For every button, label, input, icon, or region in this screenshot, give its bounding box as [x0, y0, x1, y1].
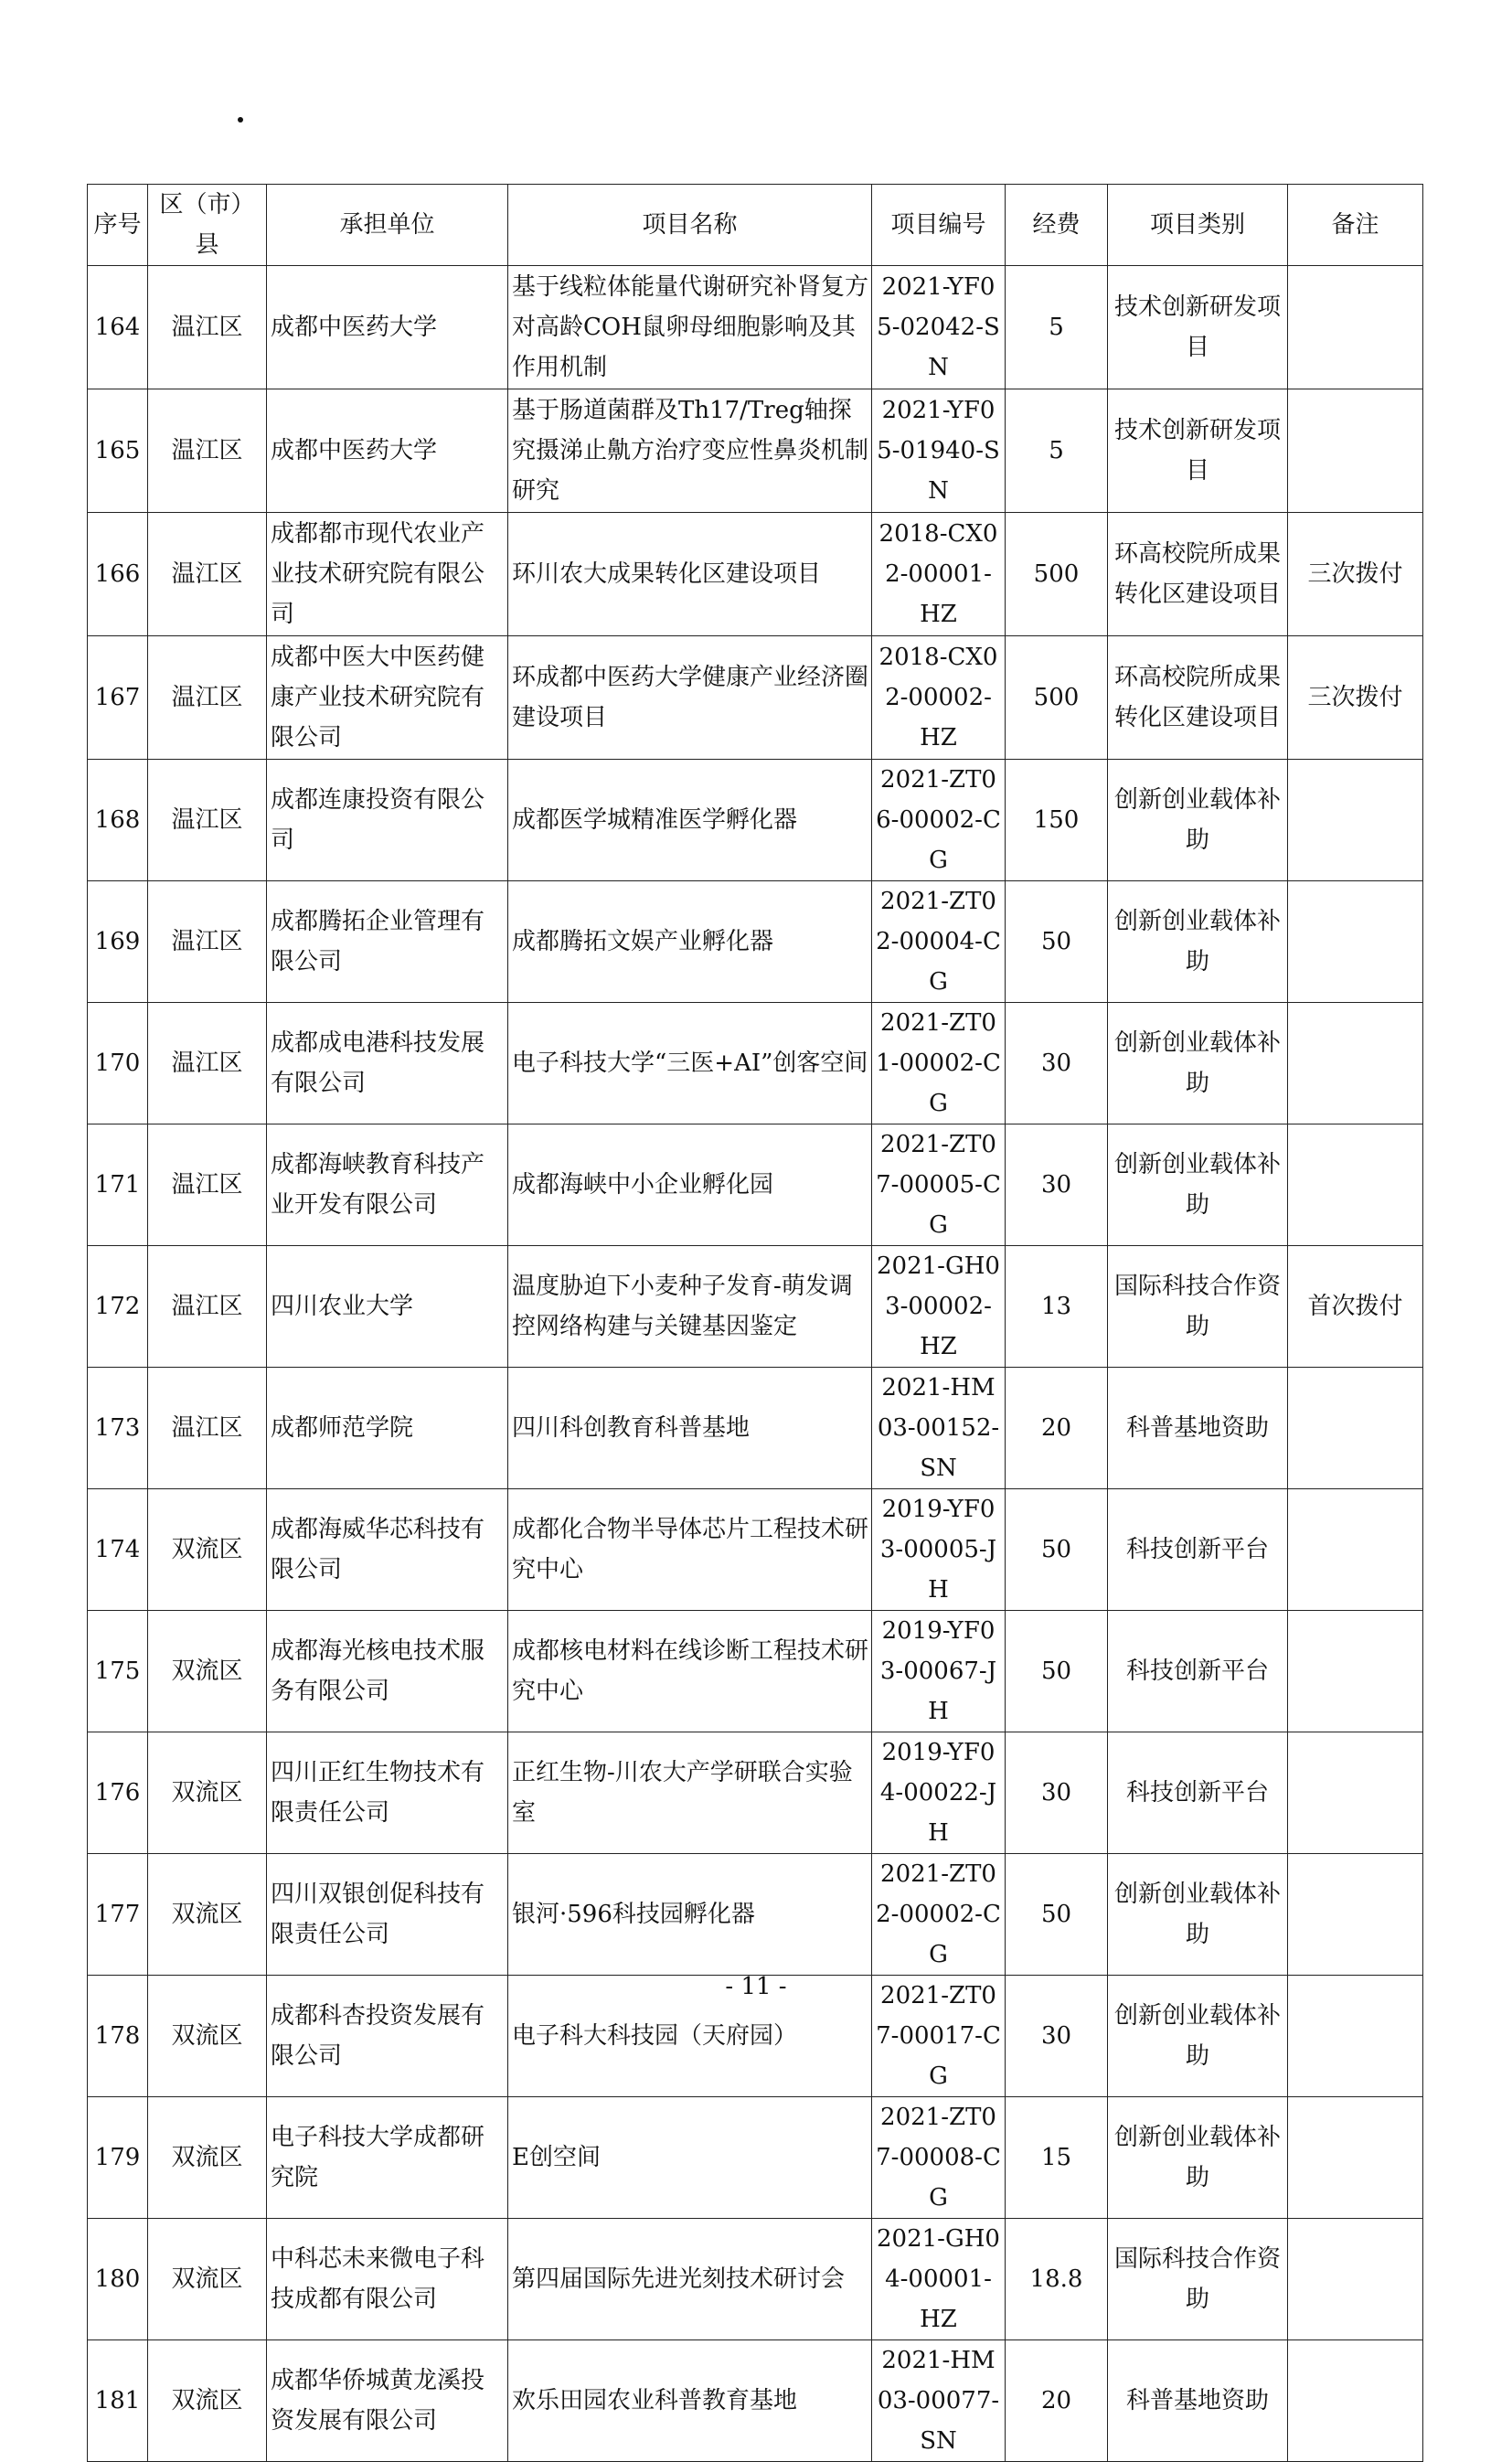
cell-name: 基于线粒体能量代谢研究补肾复方对高龄COH鼠卵母细胞影响及其作用机制 [508, 266, 872, 389]
cell-unit: 成都师范学院 [267, 1368, 508, 1489]
cell-unit: 电子科技大学成都研究院 [267, 2097, 508, 2219]
cell-unit: 四川农业大学 [267, 1246, 508, 1368]
table-body [88, 266, 1423, 2462]
cell-fund: 15 [1006, 2097, 1108, 2219]
project-table [87, 184, 1423, 2462]
cell-unit: 成都海峡教育科技产业开发有限公司 [267, 1124, 508, 1246]
cell-no: 165 [88, 389, 148, 513]
cell-name: E创空间 [508, 2097, 872, 2219]
cell-fund: 5 [1006, 266, 1108, 389]
cell-fund: 5 [1006, 389, 1108, 513]
cell-note [1288, 2097, 1423, 2219]
table-row [88, 2219, 1423, 2340]
table-row [88, 2340, 1423, 2462]
cell-code: 2019-YF04-00022-JH [872, 1732, 1006, 1854]
cell-unit: 成都都市现代农业产业技术研究院有限公司 [267, 513, 508, 636]
table-row [88, 760, 1423, 881]
header-cell: 项目名称 [508, 185, 872, 266]
table-row [88, 266, 1423, 389]
header-cell: 区（市）县 [148, 185, 267, 266]
cell-no: 179 [88, 2097, 148, 2219]
cell-fund: 50 [1006, 1854, 1108, 1976]
cell-category: 创新创业载体补助 [1108, 1003, 1288, 1124]
cell-unit: 中科芯未来微电子科技成都有限公司 [267, 2219, 508, 2340]
cell-fund: 500 [1006, 513, 1108, 636]
cell-note [1288, 1611, 1423, 1732]
table-row [88, 1732, 1423, 1854]
cell-fund: 50 [1006, 881, 1108, 1003]
cell-district: 温江区 [148, 1368, 267, 1489]
table-row [88, 1246, 1423, 1368]
cell-category: 创新创业载体补助 [1108, 1124, 1288, 1246]
cell-category: 创新创业载体补助 [1108, 1976, 1288, 2097]
cell-name: 成都化合物半导体芯片工程技术研究中心 [508, 1489, 872, 1611]
table-row [88, 389, 1423, 513]
cell-district: 双流区 [148, 2219, 267, 2340]
cell-code: 2019-YF03-00067-JH [872, 1611, 1006, 1732]
cell-unit: 成都华侨城黄龙溪投资发展有限公司 [267, 2340, 508, 2462]
cell-note: 三次拨付 [1288, 636, 1423, 760]
cell-name: 成都核电材料在线诊断工程技术研究中心 [508, 1611, 872, 1732]
cell-note: 首次拨付 [1288, 1246, 1423, 1368]
cell-fund: 20 [1006, 1368, 1108, 1489]
cell-unit: 成都中医药大学 [267, 389, 508, 513]
cell-category: 创新创业载体补助 [1108, 760, 1288, 881]
cell-no: 172 [88, 1246, 148, 1368]
cell-district: 温江区 [148, 1003, 267, 1124]
table-row [88, 881, 1423, 1003]
cell-district: 温江区 [148, 760, 267, 881]
cell-no: 166 [88, 513, 148, 636]
cell-district: 双流区 [148, 1489, 267, 1611]
cell-code: 2021-HM03-00152-SN [872, 1368, 1006, 1489]
cell-category: 创新创业载体补助 [1108, 1854, 1288, 1976]
cell-note [1288, 1489, 1423, 1611]
header-cell: 序号 [88, 185, 148, 266]
cell-unit: 四川正红生物技术有限责任公司 [267, 1732, 508, 1854]
cell-code: 2021-GH03-00002-HZ [872, 1246, 1006, 1368]
header-cell: 经费 [1006, 185, 1108, 266]
cell-category: 创新创业载体补助 [1108, 881, 1288, 1003]
cell-unit: 四川双银创促科技有限责任公司 [267, 1854, 508, 1976]
cell-unit: 成都腾拓企业管理有限公司 [267, 881, 508, 1003]
cell-district: 双流区 [148, 2097, 267, 2219]
cell-category: 科技创新平台 [1108, 1732, 1288, 1854]
cell-district: 温江区 [148, 1246, 267, 1368]
table-row [88, 1489, 1423, 1611]
cell-category: 国际科技合作资助 [1108, 2219, 1288, 2340]
cell-district: 温江区 [148, 1124, 267, 1246]
cell-category: 科技创新平台 [1108, 1611, 1288, 1732]
cell-code: 2021-ZT07-00008-CG [872, 2097, 1006, 2219]
cell-name: 成都医学城精准医学孵化器 [508, 760, 872, 881]
cell-no: 171 [88, 1124, 148, 1246]
cell-code: 2021-ZT06-00002-CG [872, 760, 1006, 881]
cell-name: 温度胁迫下小麦种子发育-萌发调控网络构建与关键基因鉴定 [508, 1246, 872, 1368]
cell-category: 技术创新研发项目 [1108, 266, 1288, 389]
cell-unit: 成都中医大中医药健康产业技术研究院有限公司 [267, 636, 508, 760]
cell-district: 双流区 [148, 1976, 267, 2097]
cell-no: 164 [88, 266, 148, 389]
cell-note: 三次拨付 [1288, 513, 1423, 636]
cell-unit: 成都科杏投资发展有限公司 [267, 1976, 508, 2097]
cell-no: 173 [88, 1368, 148, 1489]
cell-category: 科普基地资助 [1108, 2340, 1288, 2462]
cell-district: 温江区 [148, 636, 267, 760]
cell-code: 2018-CX02-00002-HZ [872, 636, 1006, 760]
cell-unit: 成都连康投资有限公司 [267, 760, 508, 881]
cell-name: 欢乐田园农业科普教育基地 [508, 2340, 872, 2462]
cell-name: 成都海峡中小企业孵化园 [508, 1124, 872, 1246]
cell-fund: 18.8 [1006, 2219, 1108, 2340]
cell-no: 170 [88, 1003, 148, 1124]
cell-no: 180 [88, 2219, 148, 2340]
cell-unit: 成都海威华芯科技有限公司 [267, 1489, 508, 1611]
table-row [88, 2097, 1423, 2219]
cell-note [1288, 1003, 1423, 1124]
cell-fund: 150 [1006, 760, 1108, 881]
cell-code: 2019-YF03-00005-JH [872, 1489, 1006, 1611]
cell-no: 181 [88, 2340, 148, 2462]
table-row [88, 1003, 1423, 1124]
cell-note [1288, 266, 1423, 389]
cell-district: 双流区 [148, 2340, 267, 2462]
cell-code: 2021-ZT01-00002-CG [872, 1003, 1006, 1124]
table-row [88, 636, 1423, 760]
cell-name: 正红生物-川农大产学研联合实验室 [508, 1732, 872, 1854]
table-row [88, 513, 1423, 636]
cell-fund: 13 [1006, 1246, 1108, 1368]
table-row [88, 1611, 1423, 1732]
cell-district: 温江区 [148, 389, 267, 513]
cell-district: 双流区 [148, 1732, 267, 1854]
cell-no: 174 [88, 1489, 148, 1611]
cell-unit: 成都海光核电技术服务有限公司 [267, 1611, 508, 1732]
cell-category: 科普基地资助 [1108, 1368, 1288, 1489]
cell-name: 电子科大科技园（天府园） [508, 1976, 872, 2097]
cell-district: 双流区 [148, 1854, 267, 1976]
cell-note [1288, 881, 1423, 1003]
cell-name: 第四届国际先进光刻技术研讨会 [508, 2219, 872, 2340]
cell-category: 科技创新平台 [1108, 1489, 1288, 1611]
cell-no: 169 [88, 881, 148, 1003]
cell-fund: 500 [1006, 636, 1108, 760]
cell-note [1288, 1124, 1423, 1246]
cell-fund: 30 [1006, 1976, 1108, 2097]
cell-no: 178 [88, 1976, 148, 2097]
cell-note [1288, 1854, 1423, 1976]
cell-category: 国际科技合作资助 [1108, 1246, 1288, 1368]
table-row [88, 1124, 1423, 1246]
cell-code: 2021-YF05-01940-SN [872, 389, 1006, 513]
cell-no: 177 [88, 1854, 148, 1976]
table-row [88, 1368, 1423, 1489]
cell-name: 成都腾拓文娱产业孵化器 [508, 881, 872, 1003]
cell-no: 167 [88, 636, 148, 760]
cell-category: 技术创新研发项目 [1108, 389, 1288, 513]
cell-note [1288, 389, 1423, 513]
cell-category: 环高校院所成果转化区建设项目 [1108, 513, 1288, 636]
cell-code: 2021-GH04-00001-HZ [872, 2219, 1006, 2340]
cell-code: 2021-ZT07-00005-CG [872, 1124, 1006, 1246]
cell-note [1288, 1732, 1423, 1854]
table-row [88, 1854, 1423, 1976]
cell-name: 四川科创教育科普基地 [508, 1368, 872, 1489]
cell-fund: 30 [1006, 1124, 1108, 1246]
cell-category: 创新创业载体补助 [1108, 2097, 1288, 2219]
cell-note [1288, 2219, 1423, 2340]
cell-fund: 20 [1006, 2340, 1108, 2462]
cell-code: 2021-YF05-02042-SN [872, 266, 1006, 389]
cell-category: 环高校院所成果转化区建设项目 [1108, 636, 1288, 760]
header-cell: 项目类别 [1108, 185, 1288, 266]
cell-name: 环川农大成果转化区建设项目 [508, 513, 872, 636]
cell-district: 温江区 [148, 266, 267, 389]
cell-no: 175 [88, 1611, 148, 1732]
cell-code: 2021-ZT02-00002-CG [872, 1854, 1006, 1976]
cell-note [1288, 760, 1423, 881]
cell-unit: 成都成电港科技发展有限公司 [267, 1003, 508, 1124]
header-row [88, 185, 1423, 266]
cell-note [1288, 1368, 1423, 1489]
cell-no: 176 [88, 1732, 148, 1854]
cell-fund: 30 [1006, 1732, 1108, 1854]
page-number: - 11 - [725, 1973, 787, 2000]
cell-name: 基于肠道菌群及Th17/Treg轴探究摄涕止鼽方治疗变应性鼻炎机制研究 [508, 389, 872, 513]
cell-fund: 30 [1006, 1003, 1108, 1124]
header-cell: 备注 [1288, 185, 1423, 266]
cell-fund: 50 [1006, 1611, 1108, 1732]
cell-name: 环成都中医药大学健康产业经济圈建设项目 [508, 636, 872, 760]
cell-name: 银河·596科技园孵化器 [508, 1854, 872, 1976]
header-cell: 项目编号 [872, 185, 1006, 266]
cell-code: 2021-ZT02-00004-CG [872, 881, 1006, 1003]
cell-fund: 50 [1006, 1489, 1108, 1611]
cell-no: 168 [88, 760, 148, 881]
bullet-dot [238, 117, 243, 123]
cell-unit: 成都中医药大学 [267, 266, 508, 389]
cell-code: 2018-CX02-00001-HZ [872, 513, 1006, 636]
cell-name: 电子科技大学“三医+AI”创客空间 [508, 1003, 872, 1124]
cell-code: 2021-ZT07-00017-CG [872, 1976, 1006, 2097]
cell-note [1288, 2340, 1423, 2462]
cell-code: 2021-HM03-00077-SN [872, 2340, 1006, 2462]
cell-district: 双流区 [148, 1611, 267, 1732]
cell-district: 温江区 [148, 513, 267, 636]
header-cell: 承担单位 [267, 185, 508, 266]
cell-district: 温江区 [148, 881, 267, 1003]
